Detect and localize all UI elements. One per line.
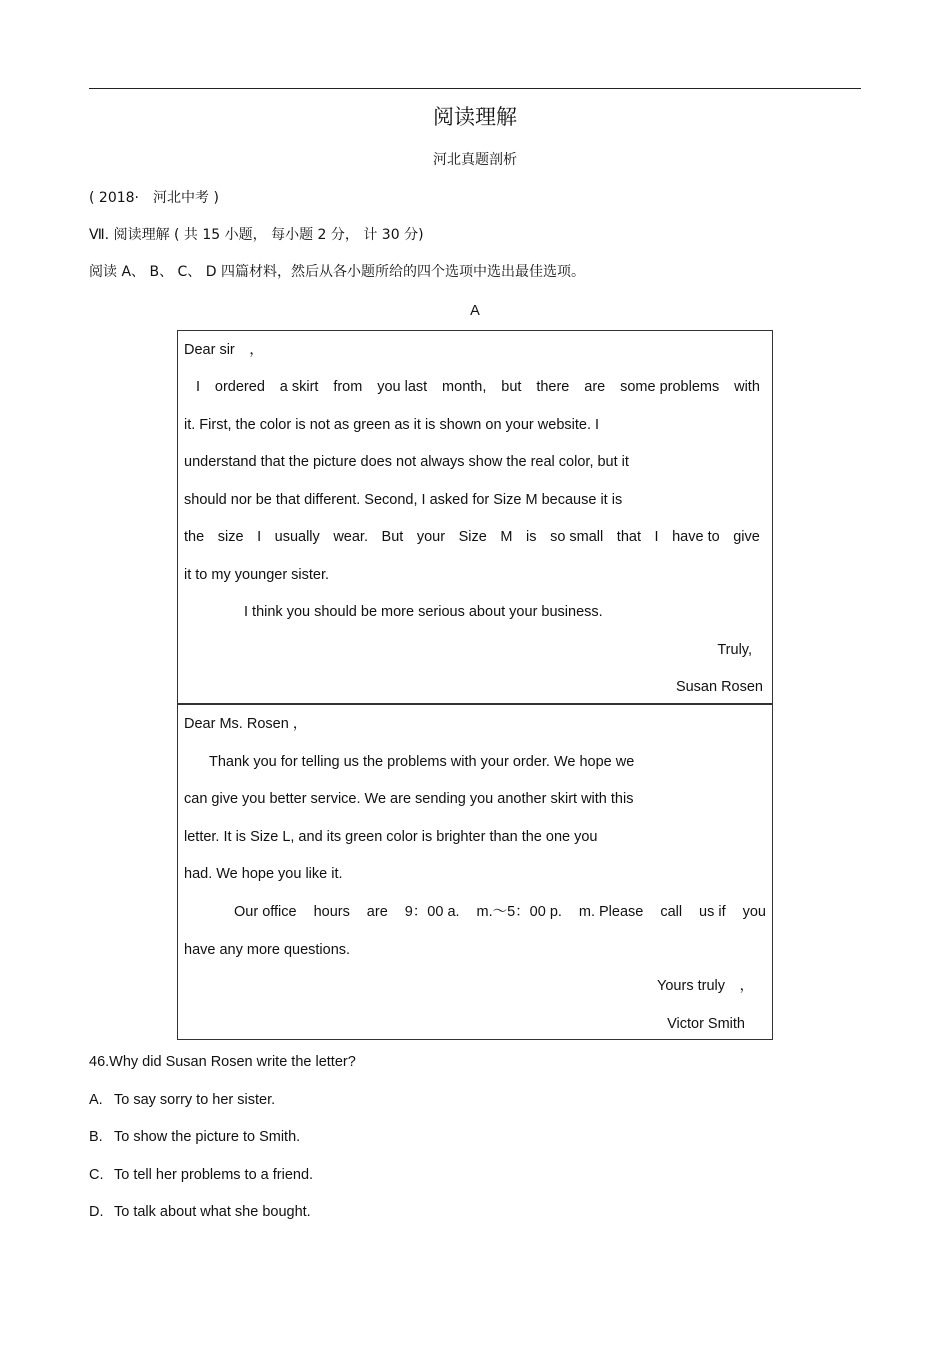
word: month, xyxy=(442,379,487,395)
page-title: 阅读理解 xyxy=(433,105,517,129)
option-letter: D. xyxy=(89,1204,104,1220)
letter1-signature: Susan Rosen xyxy=(675,679,763,695)
page-subtitle: 河北真题剖析 xyxy=(433,152,517,168)
word: us if xyxy=(699,904,726,920)
word: your xyxy=(416,529,446,545)
word: wear. xyxy=(333,529,368,545)
letter1-line6: it to my younger sister. xyxy=(184,567,330,583)
word: m.～5：00 p. xyxy=(476,904,562,920)
word: from xyxy=(333,379,363,395)
word: so small xyxy=(550,529,604,545)
word: ordered xyxy=(214,379,265,395)
word: there xyxy=(536,379,570,395)
passage-label: A xyxy=(470,303,480,319)
letter1-line4: should nor be that different. Second, I asked for Size M because it is xyxy=(184,492,623,508)
letter2-greeting: Dear Ms. Rosen ， xyxy=(184,716,308,732)
word: a skirt xyxy=(279,379,319,395)
word: I xyxy=(654,529,659,545)
word: are xyxy=(366,904,388,920)
word: that xyxy=(616,529,641,545)
word: Our office xyxy=(234,904,297,920)
exam-source: ( 2018· 河北中考 ) xyxy=(89,190,219,206)
letter1-line5 xyxy=(184,528,760,546)
word: size xyxy=(217,529,244,545)
letter1-line7: I think you should be more serious about your business. xyxy=(244,604,603,620)
letter2-signature: Victor Smith xyxy=(667,1016,745,1032)
letter1-closing: Truly, xyxy=(717,642,752,658)
word: hours xyxy=(313,904,350,920)
option-d xyxy=(89,1203,311,1221)
letter2-line1: Thank you for telling us the problems with your order. We hope we xyxy=(209,754,635,770)
letter1-line2: it. First, the color is not as green as it is shown on your website. I xyxy=(184,417,600,433)
question-stem: 46.Why did Susan Rosen write the letter? xyxy=(89,1054,356,1070)
word: I xyxy=(257,529,262,545)
header-rule xyxy=(89,88,861,89)
letter1-line1 xyxy=(184,378,760,396)
letter2-line6: have any more questions. xyxy=(184,942,351,958)
word: call xyxy=(660,904,683,920)
option-letter: B. xyxy=(89,1129,103,1145)
letter2-line3: letter. It is Size L, and its green color is brighter than the one you xyxy=(184,829,598,845)
word: with xyxy=(734,379,760,395)
word: but xyxy=(501,379,522,395)
option-text: To show the picture to Smith. xyxy=(114,1129,301,1145)
section-heading: Ⅶ. 阅读理解 ( 共 15 小题， 每小题 2 分， 计 30 分) xyxy=(89,227,424,243)
word: But xyxy=(381,529,404,545)
word: 9：00 a. xyxy=(404,904,460,920)
word: are xyxy=(584,379,606,395)
word: you last xyxy=(377,379,428,395)
letter1-line3: understand that the picture does not always show the real color, but it xyxy=(184,454,629,470)
word: you xyxy=(742,904,766,920)
option-a xyxy=(89,1091,275,1109)
option-text: To say sorry to her sister. xyxy=(114,1092,276,1108)
word: the xyxy=(184,529,205,545)
word: I xyxy=(196,379,201,395)
option-letter: C. xyxy=(89,1167,104,1183)
option-c xyxy=(89,1166,313,1184)
letter2-line4: had. We hope you like it. xyxy=(184,866,343,882)
letter-from-victor xyxy=(177,703,773,1040)
letter2-line2: can give you better service. We are sending you another skirt with this xyxy=(184,791,634,807)
word: M xyxy=(500,529,513,545)
word: some problems xyxy=(620,379,720,395)
option-b xyxy=(89,1128,300,1146)
letter2-line5 xyxy=(184,903,766,921)
option-text: To talk about what she bought. xyxy=(114,1204,311,1220)
word: have to xyxy=(672,529,720,545)
word: usually xyxy=(274,529,320,545)
word: Size xyxy=(458,529,487,545)
word: m. Please xyxy=(578,904,644,920)
word: is xyxy=(526,529,537,545)
word: give xyxy=(733,529,760,545)
option-letter: A. xyxy=(89,1092,103,1108)
letter1-greeting: Dear sir ， xyxy=(184,342,264,358)
option-text: To tell her problems to a friend. xyxy=(114,1167,314,1183)
letter2-closing: Yours truly ， xyxy=(657,978,754,994)
reading-instruction: 阅读 A、 B、 C、 D 四篇材料，然后从各小题所给的四个选项中选出最佳选项。 xyxy=(89,264,585,280)
letter-from-susan xyxy=(177,330,773,705)
